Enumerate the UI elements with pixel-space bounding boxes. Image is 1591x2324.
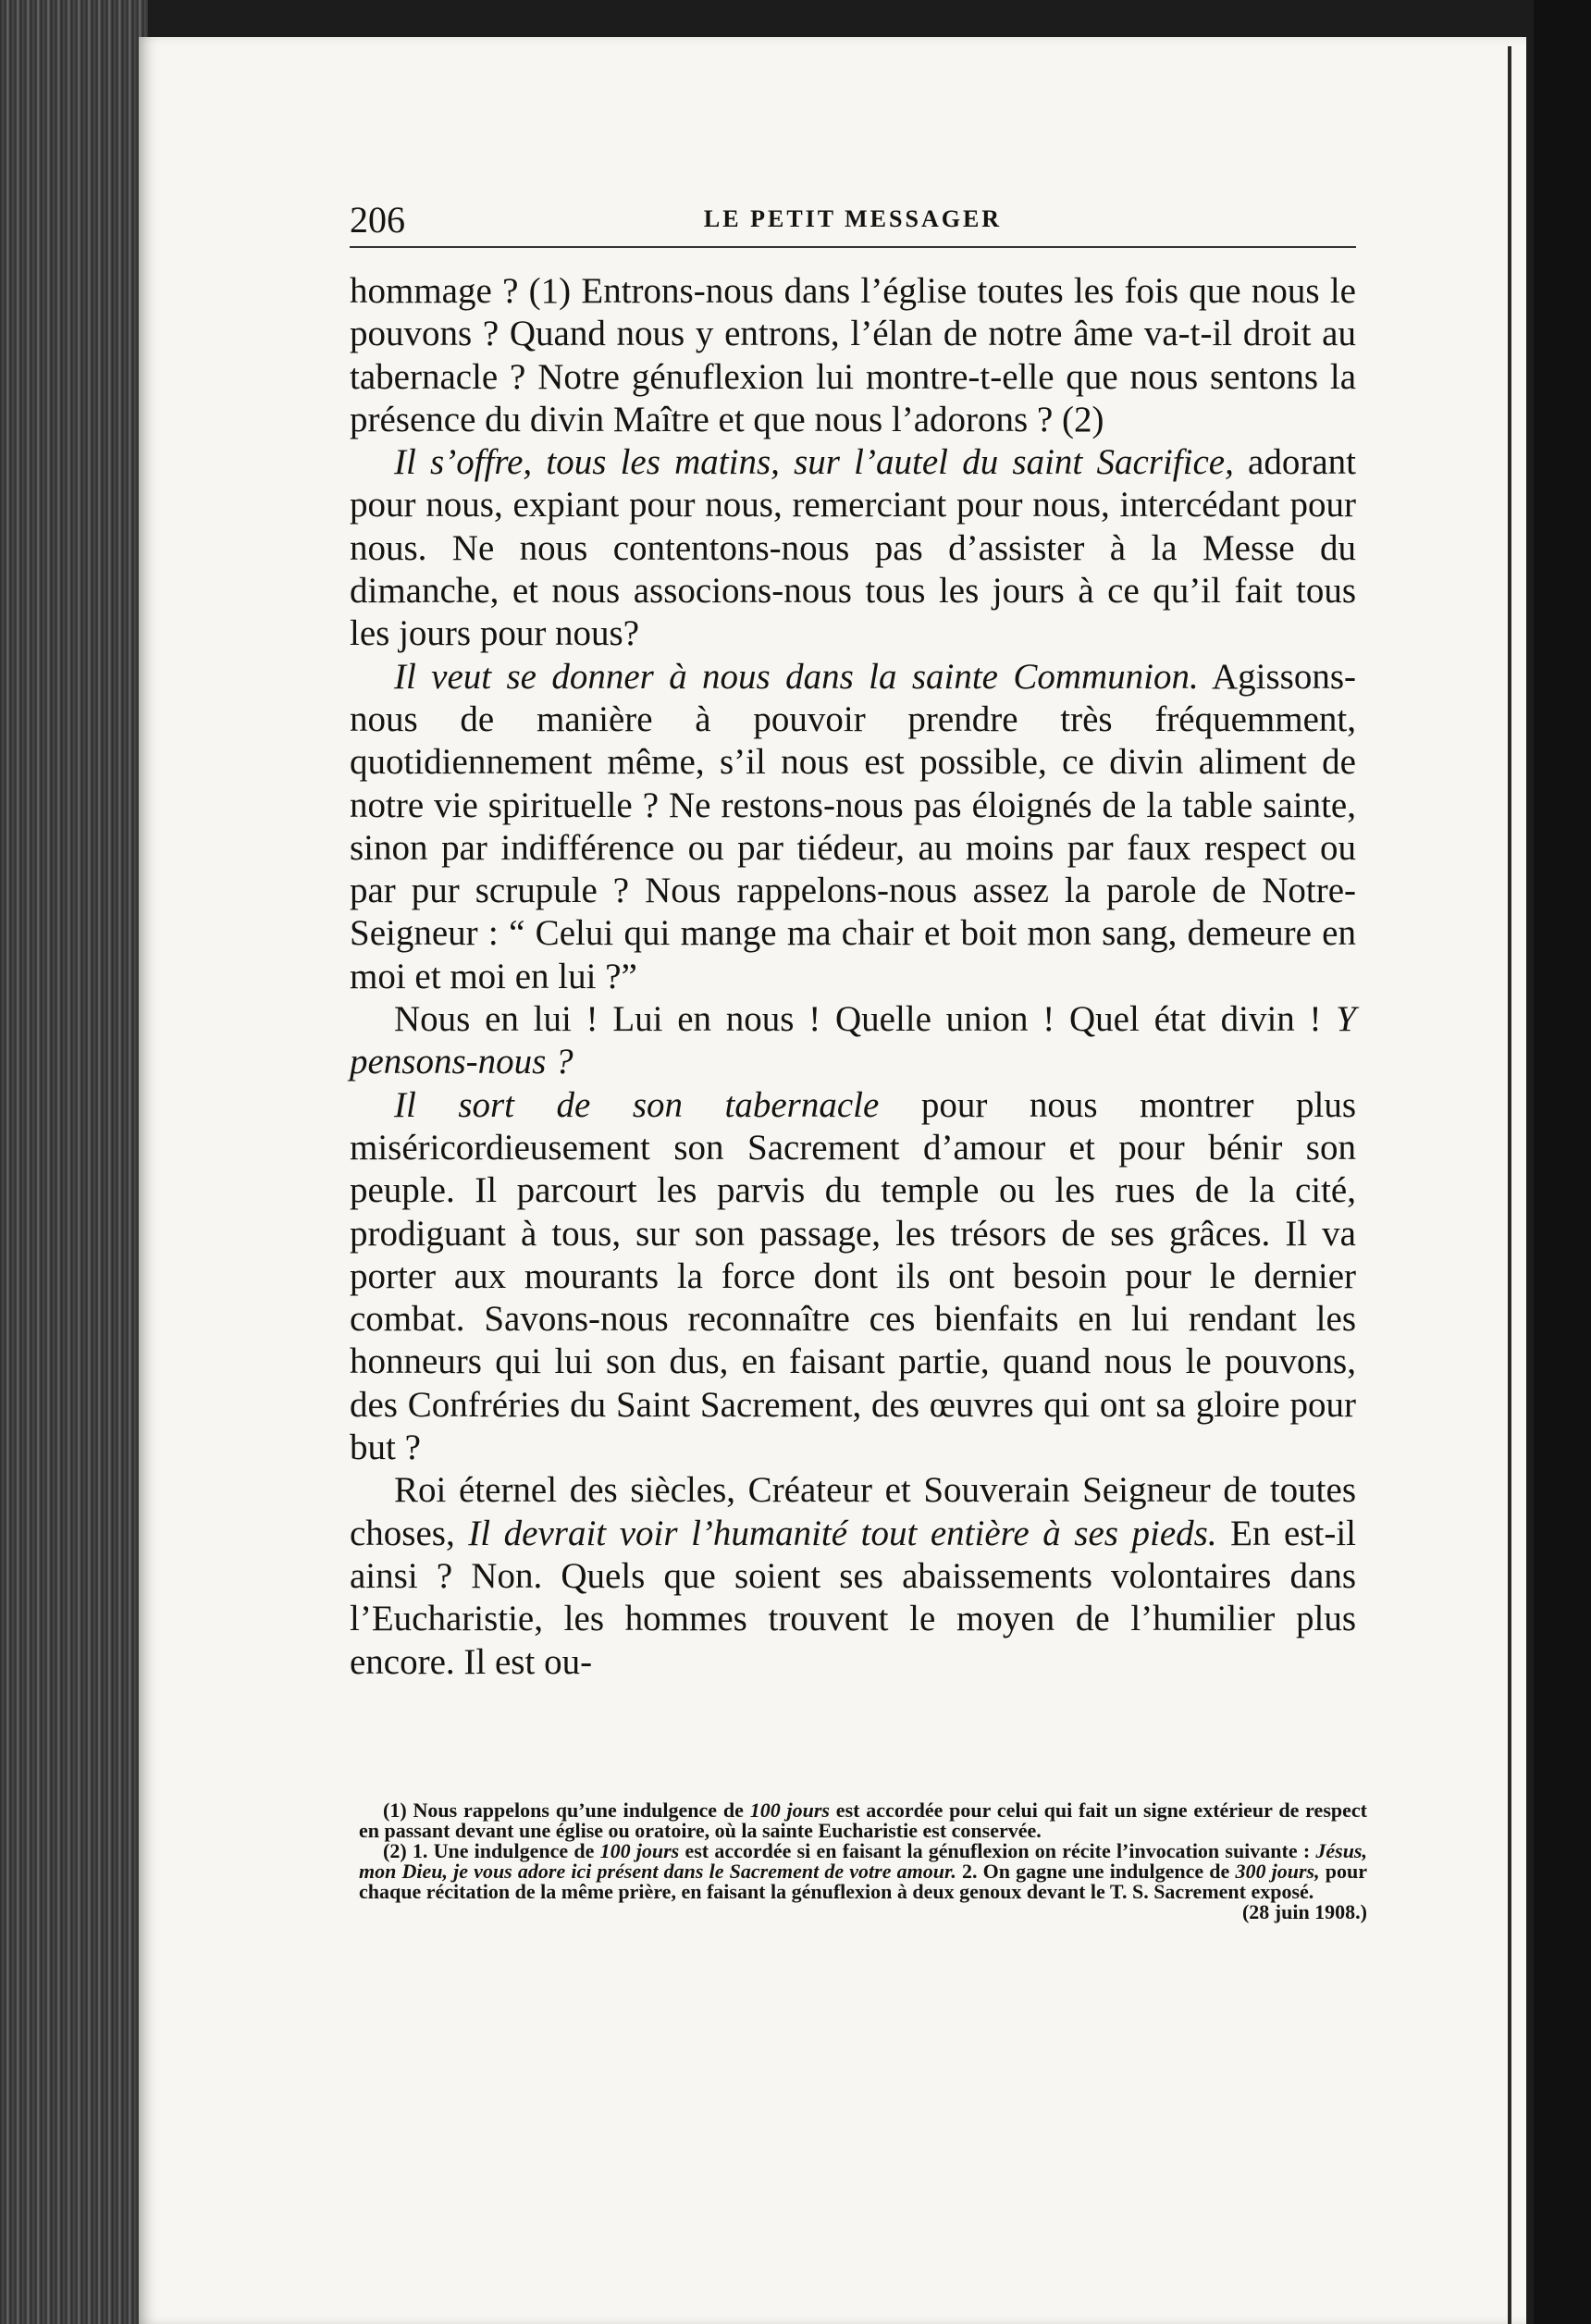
italic-phrase: Il s’offre, tous les matins, sur l’autel du saint Sacrifice, bbox=[394, 442, 1234, 483]
footnote-1: (1) Nous rappelons qu’une indulgence de 100 jours est accordée pour celui qui fait un signe extérieur de respect en passant devant une église ou oratoire, où la sainte Eucharistie est conservée. bbox=[359, 1799, 1367, 1842]
italic-phrase: Il veut se donner à nous dans la sainte Communion. bbox=[394, 656, 1199, 697]
page-number: 206 bbox=[350, 199, 405, 241]
header-rule bbox=[350, 246, 1356, 248]
paragraph-5: Il sort de son tabernacle pour nous montrer plus miséricordieusement son Sacrement d’amour et pour bénir son peuple. Il parcourt les parvis du temple ou les rues de la cité, prodiguant à tous, sur son passage, les trésors de ses grâces. Il va porter aux mourants la force dont ils ont besoin pour le dernier combat. Savons-nous reconnaître ces bienfaits en lui rendant les honneurs qui lui son dus, en faisant partie, quand nous le pouvons, des Confréries du Saint Sacrement, des œuvres qui ont sa gloire pour but ? bbox=[350, 1084, 1356, 1468]
italic-phrase: Il sort de son tabernacle bbox=[394, 1084, 880, 1125]
paragraph-2: Il s’offre, tous les matins, sur l’autel du saint Sacrifice, adorant pour nous, expiant pour nous, remerciant pour nous, intercédant pour nous. Ne nous contentons-nous pas d’assister à la Messe du dimanche, et nous associons-nous tous les jours à ce qu’il fait tous les jours pour nous? bbox=[350, 442, 1356, 654]
footnote-date: (28 juin 1908.) bbox=[1241, 1900, 1367, 1923]
italic-phrase: Il devrait voir l’humanité tout entière à ses pieds. bbox=[468, 1513, 1217, 1553]
italic-phrase: Y pensons-nous ? bbox=[350, 999, 1356, 1082]
footnote-2: (2) 1. Une indulgence de 100 jours est accordée si en faisant la génuflexion on récite l’invocation suivante : Jésus, mon Dieu, je vous adore ici présent dans le Sacrement de votre amour. 2. On gagne une indulgence de 300 jours, pour chaque récitation de la même prière, en faisant la génuflexion à deux genoux devant le T. S. Sacrement exposé. (28 juin 1908.) bbox=[359, 1839, 1367, 1923]
paragraph-6: Roi éternel des siècles, Créateur et Souverain Seigneur de toutes choses, Il devrait voir l’humanité tout entière à ses pieds. En est-il ainsi ? Non. Quels que soient ses abaissements volontaires dans l’Eucharistie, les hommes trouvent le moyen de l’humilier plus encore. Il est ou- bbox=[350, 1470, 1356, 1682]
running-title: LE PETIT MESSAGER bbox=[703, 205, 1003, 232]
book-page-edges bbox=[0, 0, 148, 2324]
page-gutter-line bbox=[1508, 46, 1511, 2324]
right-gutter bbox=[1534, 0, 1591, 2324]
paragraph-3: Il veut se donner à nous dans la sainte Communion. Agissons-nous de manière à pouvoir prendre très fréquemment, quotidiennement même, s’il nous est possible, ce divin aliment de notre vie spirituelle ? Ne restons-nous pas éloignés de la table sainte, sinon par indifférence ou par tiédeur, au moins par faux respect ou par pur scrupule ? Nous rappelons-nous assez la parole de Notre-Seigneur : “ Celui qui mange ma chair et boit mon sang, demeure en moi et moi en lui ?” bbox=[350, 656, 1356, 996]
paragraph-4: Nous en lui ! Lui en nous ! Quelle union ! Quel état divin ! Y pensons-nous ? bbox=[350, 999, 1356, 1082]
footnotes bbox=[359, 1800, 1367, 1922]
page-header bbox=[350, 198, 1356, 250]
paragraph-1: hommage ? (1) Entrons-nous dans l’église toutes les fois que nous le pouvons ? Quand nous y entrons, l’élan de notre âme va-t-il droit au tabernacle ? Notre génuflexion lui montre-t-elle que nous sentons la présence du divin Maître et que nous l’adorons ? (2) bbox=[350, 271, 1356, 439]
body-text bbox=[350, 270, 1356, 1684]
